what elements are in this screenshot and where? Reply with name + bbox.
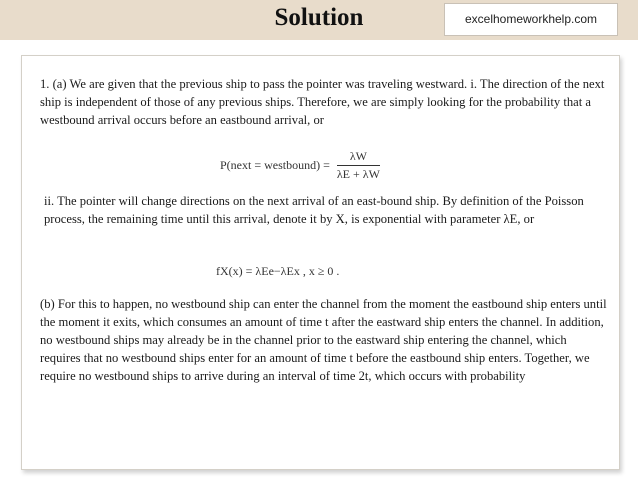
page-title: Solution bbox=[274, 4, 364, 31]
solution-content-panel bbox=[21, 55, 620, 470]
solution-paragraph-2: ii. The pointer will change directions on the next arrival of an east-bound ship. By definition of the Poisson process, the remaining time until this arrival, denote it by X, is exponential with parameter λE, or bbox=[44, 194, 584, 226]
equation-fraction bbox=[337, 149, 380, 182]
fraction-numerator: λW bbox=[337, 149, 380, 166]
exponential-pdf-equation: fX(x) = λEe−λEx , x ≥ 0 . bbox=[216, 264, 340, 278]
probability-equation bbox=[220, 149, 380, 182]
fraction-denominator: λE + λW bbox=[336, 167, 380, 181]
header-bar bbox=[0, 0, 638, 40]
solution-paragraph-1: 1. (a) We are given that the previous ship to pass the pointer was traveling westward. i. The direction of the next ship is independent of those of any previous ships. Therefore, we are simply looking for the probability that a westbound arrival occurs before an eastbound arrival, or bbox=[40, 77, 605, 127]
solution-paragraph-3: (b) For this to happen, no westbound ship can enter the channel from the moment the eastbound ship enters until the moment it exits, which consumes an amount of time t after the eastward ship enters the channel. In addition, no westbound ships may already be in the channel prior to the eastward ship entering the channel, which requires that no westbound ships enter for an amount of time t before the eastbound ship enters. Together, we require no westbound ships to arrive during an interval of time 2t, which occurs with probability bbox=[40, 297, 607, 383]
site-label: excelhomeworkhelp.com bbox=[444, 3, 618, 36]
equation-lhs: P(next = westbound) = bbox=[220, 158, 330, 172]
